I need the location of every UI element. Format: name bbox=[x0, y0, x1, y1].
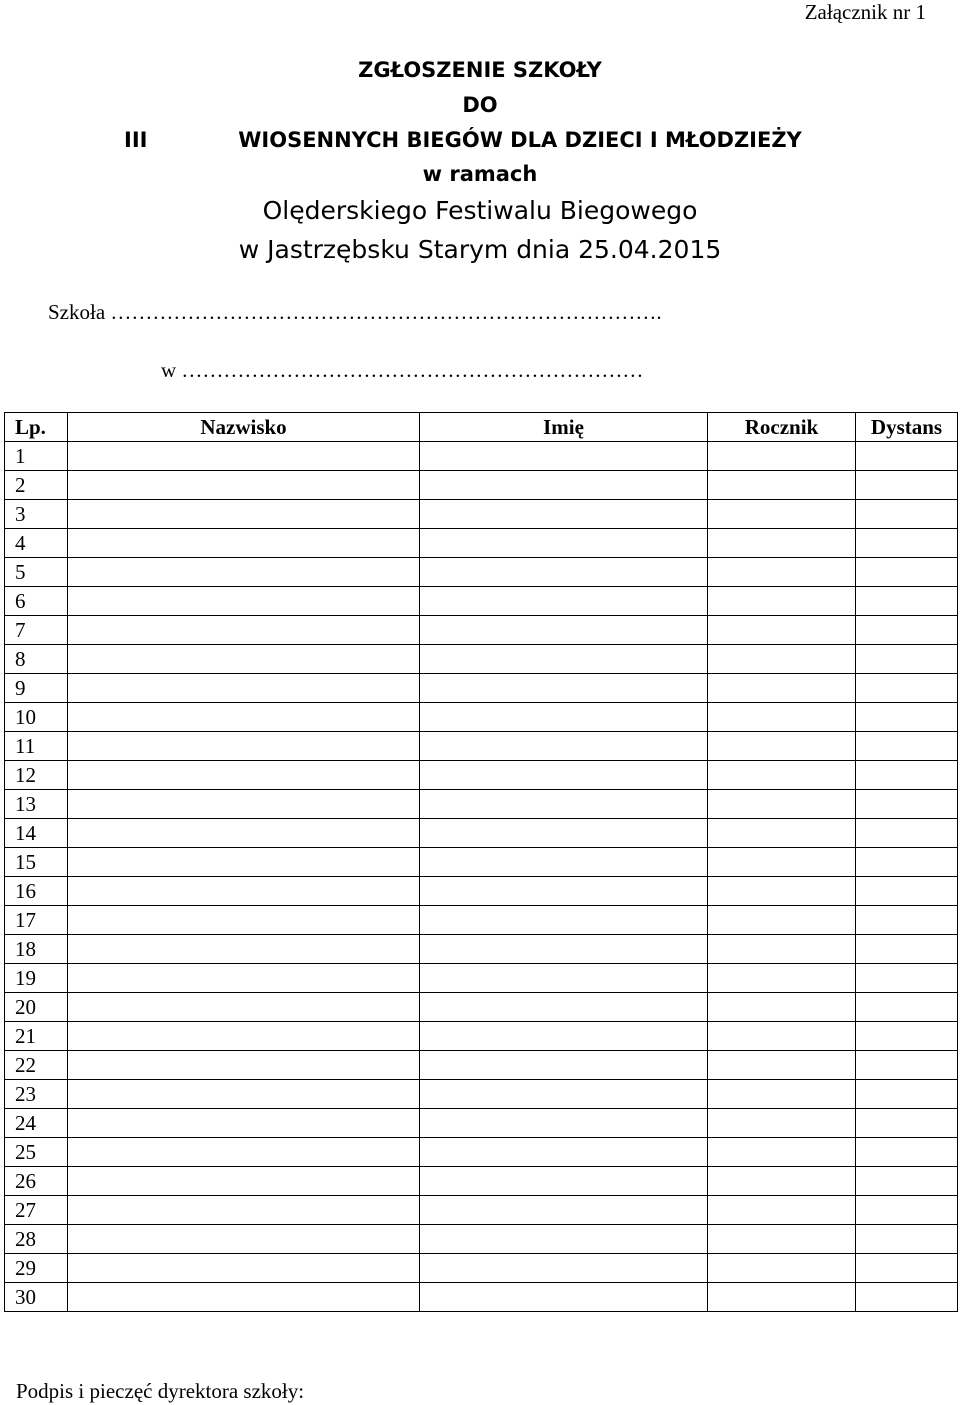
distance-cell[interactable] bbox=[856, 616, 958, 645]
first-name-cell[interactable] bbox=[420, 761, 708, 790]
row-number: 14 bbox=[5, 819, 68, 848]
surname-cell[interactable] bbox=[68, 848, 420, 877]
row-number: 20 bbox=[5, 993, 68, 1022]
row-number: 19 bbox=[5, 964, 68, 993]
place-field[interactable]: w ………………………………………………………… bbox=[161, 358, 644, 382]
row-number: 24 bbox=[5, 1109, 68, 1138]
surname-cell[interactable] bbox=[68, 558, 420, 587]
table-row bbox=[5, 558, 958, 587]
distance-cell[interactable] bbox=[856, 877, 958, 906]
birth-year-cell[interactable] bbox=[708, 993, 856, 1022]
row-number: 29 bbox=[5, 1254, 68, 1283]
birth-year-cell[interactable] bbox=[708, 906, 856, 935]
surname-cell[interactable] bbox=[68, 442, 420, 471]
surname-cell[interactable] bbox=[68, 964, 420, 993]
table-row bbox=[5, 1254, 958, 1283]
distance-cell[interactable] bbox=[856, 529, 958, 558]
table-row bbox=[5, 1283, 958, 1312]
surname-cell[interactable] bbox=[68, 1225, 420, 1254]
table-row bbox=[5, 906, 958, 935]
first-name-cell[interactable] bbox=[420, 471, 708, 500]
birth-year-cell[interactable] bbox=[708, 877, 856, 906]
row-number: 8 bbox=[5, 645, 68, 674]
surname-cell[interactable] bbox=[68, 1022, 420, 1051]
row-number: 25 bbox=[5, 1138, 68, 1167]
distance-cell[interactable] bbox=[856, 558, 958, 587]
row-number: 10 bbox=[5, 703, 68, 732]
distance-cell[interactable] bbox=[856, 790, 958, 819]
row-number: 11 bbox=[5, 732, 68, 761]
row-number: 28 bbox=[5, 1225, 68, 1254]
birth-year-cell[interactable] bbox=[708, 819, 856, 848]
header-distance: Dystans bbox=[856, 413, 958, 442]
title-line-4: w ramach bbox=[422, 162, 538, 186]
distance-cell[interactable] bbox=[856, 819, 958, 848]
row-number: 15 bbox=[5, 848, 68, 877]
birth-year-cell[interactable] bbox=[708, 1196, 856, 1225]
first-name-cell[interactable] bbox=[420, 645, 708, 674]
surname-cell[interactable] bbox=[68, 732, 420, 761]
row-number: 1 bbox=[5, 442, 68, 471]
table-row bbox=[5, 1196, 958, 1225]
birth-year-cell[interactable] bbox=[708, 703, 856, 732]
surname-cell[interactable] bbox=[68, 1109, 420, 1138]
distance-cell[interactable] bbox=[856, 1283, 958, 1312]
first-name-cell[interactable] bbox=[420, 703, 708, 732]
table-row bbox=[5, 1109, 958, 1138]
distance-cell[interactable] bbox=[856, 471, 958, 500]
first-name-cell[interactable] bbox=[420, 558, 708, 587]
table-row bbox=[5, 848, 958, 877]
table-row bbox=[5, 1225, 958, 1254]
birth-year-cell[interactable] bbox=[708, 732, 856, 761]
surname-cell[interactable] bbox=[68, 790, 420, 819]
row-number: 12 bbox=[5, 761, 68, 790]
row-number: 5 bbox=[5, 558, 68, 587]
first-name-cell[interactable] bbox=[420, 964, 708, 993]
distance-cell[interactable] bbox=[856, 1022, 958, 1051]
table-row bbox=[5, 529, 958, 558]
table-row bbox=[5, 471, 958, 500]
distance-cell[interactable] bbox=[856, 964, 958, 993]
distance-cell[interactable] bbox=[856, 674, 958, 703]
surname-cell[interactable] bbox=[68, 529, 420, 558]
birth-year-cell[interactable] bbox=[708, 1283, 856, 1312]
first-name-cell[interactable] bbox=[420, 1167, 708, 1196]
title-roman-numeral: III bbox=[124, 128, 148, 152]
distance-cell[interactable] bbox=[856, 906, 958, 935]
row-number: 27 bbox=[5, 1196, 68, 1225]
distance-cell[interactable] bbox=[856, 1138, 958, 1167]
birth-year-cell[interactable] bbox=[708, 674, 856, 703]
table-row bbox=[5, 877, 958, 906]
surname-cell[interactable] bbox=[68, 993, 420, 1022]
first-name-cell[interactable] bbox=[420, 848, 708, 877]
surname-cell[interactable] bbox=[68, 935, 420, 964]
table-row bbox=[5, 1138, 958, 1167]
table-row bbox=[5, 645, 958, 674]
distance-cell[interactable] bbox=[856, 848, 958, 877]
school-field[interactable]: Szkoła ……………………………………………………………………. bbox=[48, 300, 662, 324]
row-number: 23 bbox=[5, 1080, 68, 1109]
birth-year-cell[interactable] bbox=[708, 1254, 856, 1283]
birth-year-cell[interactable] bbox=[708, 442, 856, 471]
first-name-cell[interactable] bbox=[420, 993, 708, 1022]
birth-year-cell[interactable] bbox=[708, 935, 856, 964]
header-surname: Nazwisko bbox=[68, 413, 420, 442]
table-row bbox=[5, 500, 958, 529]
distance-cell[interactable] bbox=[856, 587, 958, 616]
birth-year-cell[interactable] bbox=[708, 848, 856, 877]
birth-year-cell[interactable] bbox=[708, 1167, 856, 1196]
table-row bbox=[5, 1167, 958, 1196]
birth-year-cell[interactable] bbox=[708, 1109, 856, 1138]
row-number: 16 bbox=[5, 877, 68, 906]
distance-cell[interactable] bbox=[856, 1225, 958, 1254]
row-number: 13 bbox=[5, 790, 68, 819]
row-number: 26 bbox=[5, 1167, 68, 1196]
first-name-cell[interactable] bbox=[420, 500, 708, 529]
title-line-2: DO bbox=[462, 93, 498, 117]
surname-cell[interactable] bbox=[68, 616, 420, 645]
first-name-cell[interactable] bbox=[420, 1051, 708, 1080]
distance-cell[interactable] bbox=[856, 761, 958, 790]
title-line-1: ZGŁOSZENIE SZKOŁY bbox=[358, 58, 602, 82]
first-name-cell[interactable] bbox=[420, 442, 708, 471]
distance-cell[interactable] bbox=[856, 1109, 958, 1138]
distance-cell[interactable] bbox=[856, 935, 958, 964]
annex-label: Załącznik nr 1 bbox=[804, 0, 926, 24]
first-name-cell[interactable] bbox=[420, 616, 708, 645]
surname-cell[interactable] bbox=[68, 471, 420, 500]
surname-cell[interactable] bbox=[68, 500, 420, 529]
row-number: 17 bbox=[5, 906, 68, 935]
distance-cell[interactable] bbox=[856, 1196, 958, 1225]
header-lp: Lp. bbox=[5, 413, 68, 442]
row-number: 2 bbox=[5, 471, 68, 500]
first-name-cell[interactable] bbox=[420, 877, 708, 906]
distance-cell[interactable] bbox=[856, 500, 958, 529]
table-row bbox=[5, 1022, 958, 1051]
surname-cell[interactable] bbox=[68, 819, 420, 848]
first-name-cell[interactable] bbox=[420, 819, 708, 848]
title-line-6: w Jastrzębsku Starym dnia 25.04.2015 bbox=[238, 235, 722, 264]
surname-cell[interactable] bbox=[68, 1051, 420, 1080]
birth-year-cell[interactable] bbox=[708, 645, 856, 674]
first-name-cell[interactable] bbox=[420, 1225, 708, 1254]
birth-year-cell[interactable] bbox=[708, 558, 856, 587]
distance-cell[interactable] bbox=[856, 732, 958, 761]
birth-year-cell[interactable] bbox=[708, 1138, 856, 1167]
table-row bbox=[5, 819, 958, 848]
row-number: 9 bbox=[5, 674, 68, 703]
surname-cell[interactable] bbox=[68, 877, 420, 906]
distance-cell[interactable] bbox=[856, 442, 958, 471]
first-name-cell[interactable] bbox=[420, 790, 708, 819]
table-row bbox=[5, 964, 958, 993]
birth-year-cell[interactable] bbox=[708, 1051, 856, 1080]
surname-cell[interactable] bbox=[68, 674, 420, 703]
signature-label: Podpis i pieczęć dyrektora szkoły: bbox=[16, 1379, 305, 1403]
table-row bbox=[5, 703, 958, 732]
birth-year-cell[interactable] bbox=[708, 616, 856, 645]
first-name-cell[interactable] bbox=[420, 1138, 708, 1167]
row-number: 18 bbox=[5, 935, 68, 964]
surname-cell[interactable] bbox=[68, 587, 420, 616]
distance-cell[interactable] bbox=[856, 993, 958, 1022]
distance-cell[interactable] bbox=[856, 703, 958, 732]
distance-cell[interactable] bbox=[856, 645, 958, 674]
row-number: 21 bbox=[5, 1022, 68, 1051]
distance-cell[interactable] bbox=[856, 1254, 958, 1283]
header-birth-year: Rocznik bbox=[708, 413, 856, 442]
surname-cell[interactable] bbox=[68, 761, 420, 790]
title-line-3: WIOSENNYCH BIEGÓW DLA DZIECI I MŁODZIEŻY bbox=[238, 128, 802, 152]
row-number: 7 bbox=[5, 616, 68, 645]
row-number: 30 bbox=[5, 1283, 68, 1312]
surname-cell[interactable] bbox=[68, 1254, 420, 1283]
first-name-cell[interactable] bbox=[420, 732, 708, 761]
distance-cell[interactable] bbox=[856, 1051, 958, 1080]
surname-cell[interactable] bbox=[68, 645, 420, 674]
header-first-name: Imię bbox=[420, 413, 708, 442]
first-name-cell[interactable] bbox=[420, 674, 708, 703]
first-name-cell[interactable] bbox=[420, 529, 708, 558]
first-name-cell[interactable] bbox=[420, 1080, 708, 1109]
table-row bbox=[5, 732, 958, 761]
table-row bbox=[5, 1051, 958, 1080]
table-header-row bbox=[5, 413, 958, 442]
surname-cell[interactable] bbox=[68, 1167, 420, 1196]
first-name-cell[interactable] bbox=[420, 1196, 708, 1225]
birth-year-cell[interactable] bbox=[708, 1022, 856, 1051]
first-name-cell[interactable] bbox=[420, 906, 708, 935]
table-row bbox=[5, 1080, 958, 1109]
surname-cell[interactable] bbox=[68, 703, 420, 732]
birth-year-cell[interactable] bbox=[708, 471, 856, 500]
birth-year-cell[interactable] bbox=[708, 761, 856, 790]
birth-year-cell[interactable] bbox=[708, 1225, 856, 1254]
table-row bbox=[5, 935, 958, 964]
table-row bbox=[5, 442, 958, 471]
row-number: 4 bbox=[5, 529, 68, 558]
first-name-cell[interactable] bbox=[420, 1109, 708, 1138]
table-row bbox=[5, 616, 958, 645]
table-row bbox=[5, 674, 958, 703]
distance-cell[interactable] bbox=[856, 1080, 958, 1109]
first-name-cell[interactable] bbox=[420, 935, 708, 964]
first-name-cell[interactable] bbox=[420, 1254, 708, 1283]
surname-cell[interactable] bbox=[68, 906, 420, 935]
surname-cell[interactable] bbox=[68, 1138, 420, 1167]
first-name-cell[interactable] bbox=[420, 1283, 708, 1312]
title-line-5: Olęderskiego Festiwalu Biegowego bbox=[262, 196, 698, 225]
table-row bbox=[5, 761, 958, 790]
row-number: 3 bbox=[5, 500, 68, 529]
birth-year-cell[interactable] bbox=[708, 964, 856, 993]
birth-year-cell[interactable] bbox=[708, 529, 856, 558]
birth-year-cell[interactable] bbox=[708, 1080, 856, 1109]
first-name-cell[interactable] bbox=[420, 1022, 708, 1051]
participants-table bbox=[4, 412, 958, 1312]
distance-cell[interactable] bbox=[856, 1167, 958, 1196]
surname-cell[interactable] bbox=[68, 1196, 420, 1225]
surname-cell[interactable] bbox=[68, 1080, 420, 1109]
first-name-cell[interactable] bbox=[420, 587, 708, 616]
table-row bbox=[5, 993, 958, 1022]
surname-cell[interactable] bbox=[68, 1283, 420, 1312]
row-number: 6 bbox=[5, 587, 68, 616]
birth-year-cell[interactable] bbox=[708, 790, 856, 819]
table-row bbox=[5, 790, 958, 819]
birth-year-cell[interactable] bbox=[708, 587, 856, 616]
row-number: 22 bbox=[5, 1051, 68, 1080]
birth-year-cell[interactable] bbox=[708, 500, 856, 529]
table-row bbox=[5, 587, 958, 616]
